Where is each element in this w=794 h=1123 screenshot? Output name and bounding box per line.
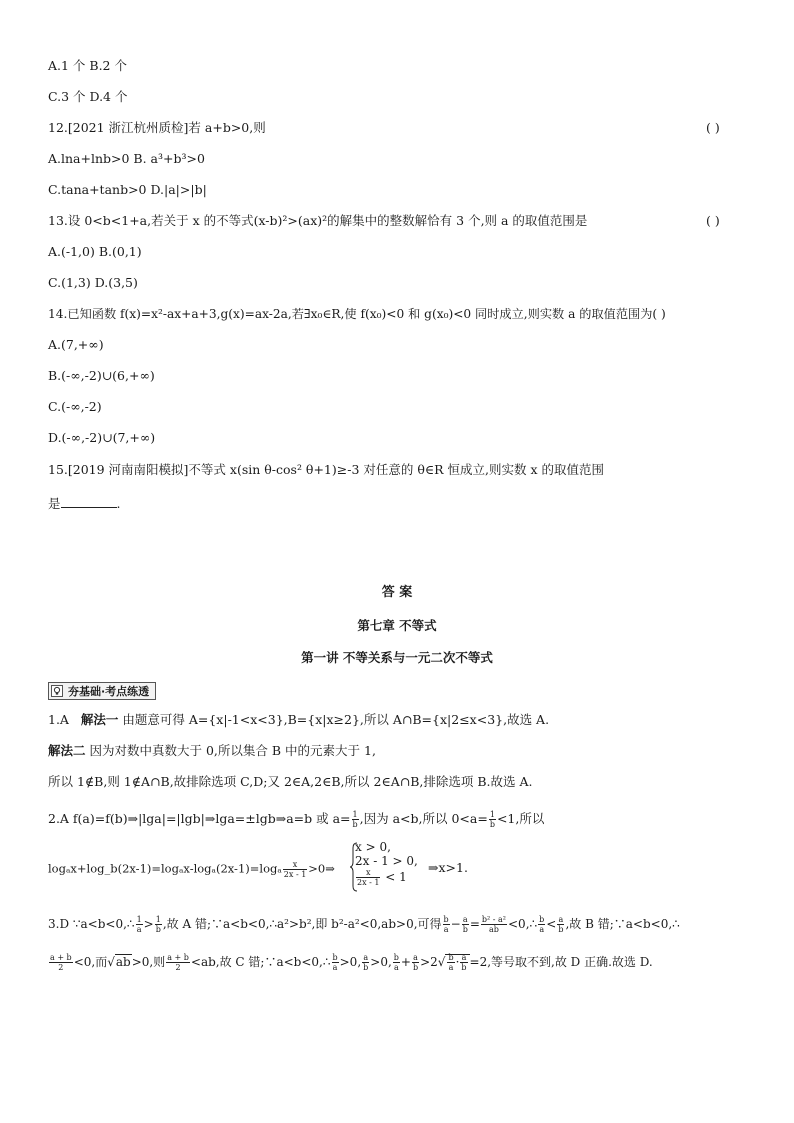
answer-3-text-c: <0,∴ — [508, 917, 538, 931]
fraction-b-over-a — [443, 915, 450, 934]
fraction-1-over-b-3 — [155, 915, 162, 934]
answer-1-method2-text: 因为对数中真数大于 0,所以集合 B 中的元素大于 1, — [85, 743, 376, 758]
frac-num: 1 — [352, 810, 358, 819]
q15-tail-start: 是 — [48, 496, 61, 511]
answer-1-method1-label: 解法一 — [80, 712, 119, 727]
frac-den: b — [352, 820, 358, 829]
answer-1-line1 — [48, 712, 549, 728]
answer-3-text-j: >2 — [420, 955, 438, 969]
frac-num: b — [539, 915, 545, 924]
frac-den: b — [412, 963, 419, 972]
q15-answer-line — [48, 495, 121, 512]
answer-3-text-b: ,故 A 错;∵a<b<0,∴a²>b²,即 b²-a²<0,ab>0,可得 — [162, 917, 442, 931]
fraction-1-over-a — [136, 915, 143, 934]
sqrt-product: $\frac{b}{a}$ · $\frac{a}{b}$ — [445, 954, 469, 969]
q13-options-ab: A.(-1,0) B.(0,1) — [48, 244, 142, 259]
frac-num: a + b — [50, 953, 72, 962]
q11-options-cd: C.3 个 D.4 个 — [48, 89, 128, 104]
fraction-a-over-b-4 — [412, 953, 419, 972]
frac-den: b — [155, 925, 161, 934]
answer-3-text-i: >0, — [370, 955, 392, 969]
q14-option-d: D.(-∞,-2)∪(7,+∞) — [48, 430, 156, 445]
q13-stem: 13.设 0<b<1+a,若关于 x 的不等式(x-b)²>(ax)²的解集中的整数解恰有 3 个,则 a 的取值范围是 — [48, 213, 588, 228]
fraction-b-over-a-5 — [447, 953, 454, 972]
sqrt-ab: ab — [115, 955, 131, 969]
answer-3-text-k: =2,等号取不到,故 D 正确.故选 D. — [469, 955, 653, 969]
q14-option-b: B.(-∞,-2)∪(6,+∞) — [48, 368, 155, 383]
frac-den: ab — [489, 925, 499, 934]
frac-num: x — [283, 860, 307, 870]
section-title: 第一讲 不等关系与一元二次不等式 — [301, 650, 493, 665]
q12-answer-paren: ( ) — [706, 120, 720, 135]
frac-den: 2x - 1 — [283, 870, 307, 879]
frac-num: a — [363, 953, 369, 962]
frac-den: a — [332, 963, 338, 972]
q12-stem: 12.[2021 浙江杭州质检]若 a+b>0,则 — [48, 120, 266, 135]
system-row-3 — [355, 868, 418, 887]
frac-den: b — [363, 963, 369, 972]
answer-2-log-expr: logₐx+log_b(2x-1)=logₐx-logₐ(2x-1)=logₐ — [48, 861, 282, 876]
system-row-1: x > 0, — [355, 840, 391, 854]
lightbulb-icon — [51, 685, 63, 697]
frac-num: a — [461, 953, 467, 962]
fraction-x-over-2x-1 — [283, 860, 307, 879]
fraction-b2a2-over-ab — [481, 915, 507, 934]
frac-den: 2 — [175, 963, 181, 972]
frac-den: 2x - 1 — [357, 878, 380, 887]
q14-stem: 14.已知函数 f(x)=x²-ax+a+3,g(x)=ax-2a,若∃x₀∈R,使 f(x₀)<0 和 g(x₀)<0 同时成立,则实数 a 的取值范围为( ) — [48, 307, 666, 321]
q14-option-c: C.(-∞,-2) — [48, 399, 102, 414]
answer-3-text-e: <0,而 — [73, 955, 108, 969]
fraction-apb-over-2-b — [166, 953, 190, 972]
fraction-a-over-b — [462, 915, 469, 934]
frac-den: b — [558, 925, 564, 934]
q13-options-cd: C.(1,3) D.(3,5) — [48, 275, 138, 290]
answers-title: 答 案 — [381, 585, 413, 600]
q15-tail-end: . — [116, 496, 121, 511]
frac-num: b² - a² — [481, 915, 506, 924]
fraction-apb-over-2 — [49, 953, 73, 972]
section-badge — [48, 682, 156, 700]
frac-num: a — [462, 915, 468, 924]
frac-num: b — [443, 915, 449, 924]
fraction-b-over-a-2 — [538, 915, 545, 934]
answer-1-method2-label: 解法二 — [48, 743, 86, 758]
frac-den: a — [539, 925, 545, 934]
fraction-a-over-b-3 — [362, 953, 369, 972]
frac-num: a — [558, 915, 564, 924]
inequality-system — [355, 840, 418, 887]
frac-num: b — [448, 953, 454, 962]
fraction-1-over-b — [352, 810, 359, 829]
chapter-title: 第七章 不等式 — [357, 618, 437, 633]
q12-options-ab: A.lna+lnb>0 B. a³+b³>0 — [48, 151, 205, 166]
answer-3-text-g: <ab,故 C 错;∵a<b<0,∴ — [190, 955, 331, 969]
frac-den: a — [136, 925, 142, 934]
answer-2-conclusion: ⇒x>1. — [428, 860, 468, 875]
frac-den: a — [393, 963, 399, 972]
fraction-x-over-2x-1-b — [356, 868, 380, 887]
frac-num: a — [413, 953, 418, 962]
frac-den: a — [443, 925, 449, 934]
answer-3-text-h: >0, — [339, 955, 362, 969]
answer-2-line1 — [48, 810, 544, 829]
frac-num: b — [393, 953, 399, 962]
fraction-1-over-b-2 — [489, 810, 496, 829]
badge-label: 夯基础·考点练透 — [68, 685, 150, 698]
fraction-b-over-a-4 — [393, 953, 400, 972]
q15-stem: 15.[2019 河南南阳模拟]不等式 x(sin θ-cos² θ+1)≥-3 对任意的 θ∈R 恒成立,则实数 x 的取值范围 — [48, 462, 604, 477]
frac-num: x — [356, 868, 380, 878]
answer-2-text-c: <1,所以 — [496, 811, 545, 826]
q14-option-a: A.(7,+∞) — [48, 337, 104, 352]
frac-num: 1 — [155, 915, 161, 924]
answer-1-head: 1.A — [48, 712, 69, 727]
fraction-a-over-b-5 — [460, 953, 467, 972]
frac-num: 1 — [136, 915, 142, 924]
frac-num: 1 — [489, 810, 495, 819]
frac-num: a + b — [167, 953, 189, 962]
q13-answer-paren: ( ) — [706, 213, 720, 228]
fraction-b-over-a-3 — [332, 953, 339, 972]
frac-den: b — [461, 963, 467, 972]
answer-3-text-d: ,故 B 错;∵a<b<0,∴ — [565, 917, 680, 931]
system-row-2: 2x - 1 > 0, — [355, 854, 418, 868]
frac-den: a — [448, 963, 454, 972]
answer-2-text-a: 2.A f(a)=f(b)⇒|lga|=|lgb|⇒lga=±lgb⇒a=b 或 a= — [48, 811, 351, 826]
q15-blank — [61, 495, 117, 508]
answer-2-line2 — [48, 860, 335, 879]
frac-den: b — [462, 925, 468, 934]
answer-1-line2 — [48, 743, 376, 759]
system-row-3-tail: < 1 — [381, 870, 407, 884]
frac-den: 2 — [58, 963, 64, 972]
answer-2-implies: >0⇒ — [308, 861, 335, 876]
answer-3-text-f: >0,则 — [131, 955, 166, 969]
answer-3-line1: 3.D ∵a<b<0,∴ $\frac{1}{a}$ > $\frac{1}{b}$ ,故 A 错;∵a<b<0,∴a²>b²,即 b²-a²<0,ab>0,可得 $\frac{b}{a}$ − $\frac{a}{b}$ = $\frac{\text{b² - a²}}{ab}$ <0,∴ $\frac{b}{a}$ < $\frac{a}{b}$ ,故 B 错;∵a<b<0,∴ — [48, 915, 680, 934]
fraction-a-over-b-2 — [557, 915, 564, 934]
answer-2-text-b: ,因为 a<b,所以 0<a= — [359, 811, 488, 826]
q11-options-ab: A.1 个 B.2 个 — [48, 58, 127, 73]
answer-1-line3: 所以 1∉B,则 1∉A∩B,故排除选项 C,D;又 2∈A,2∈B,所以 2∈A∩B,排除选项 B.故选 A. — [48, 774, 533, 789]
frac-den: b — [489, 820, 495, 829]
answer-3-line2: $\frac{a + b}{2}$ <0,而√ab>0,则 $\frac{a + b}{2}$ <ab,故 C 错;∵a<b<0,∴ $\frac{b}{a}$ >0, $\frac{a}{b}$ >0, $\frac{b}{a}$ + $\frac{a}{b}$ >2√ $\frac{b}{a}$ · $\frac{a}{b}$ =2,等号取不到,故 D 正确.故选 D. — [50, 953, 653, 972]
answer-3-text-a: 3.D ∵a<b<0,∴ — [48, 917, 135, 931]
q12-options-cd: C.tana+tanb>0 D.|a|>|b| — [48, 182, 207, 197]
answer-1-method1-text: 由题意可得 A={x|-1<x<3},B={x|x≥2},所以 A∩B={x|2≤x<3},故选 A. — [118, 712, 550, 727]
frac-num: b — [332, 953, 338, 962]
